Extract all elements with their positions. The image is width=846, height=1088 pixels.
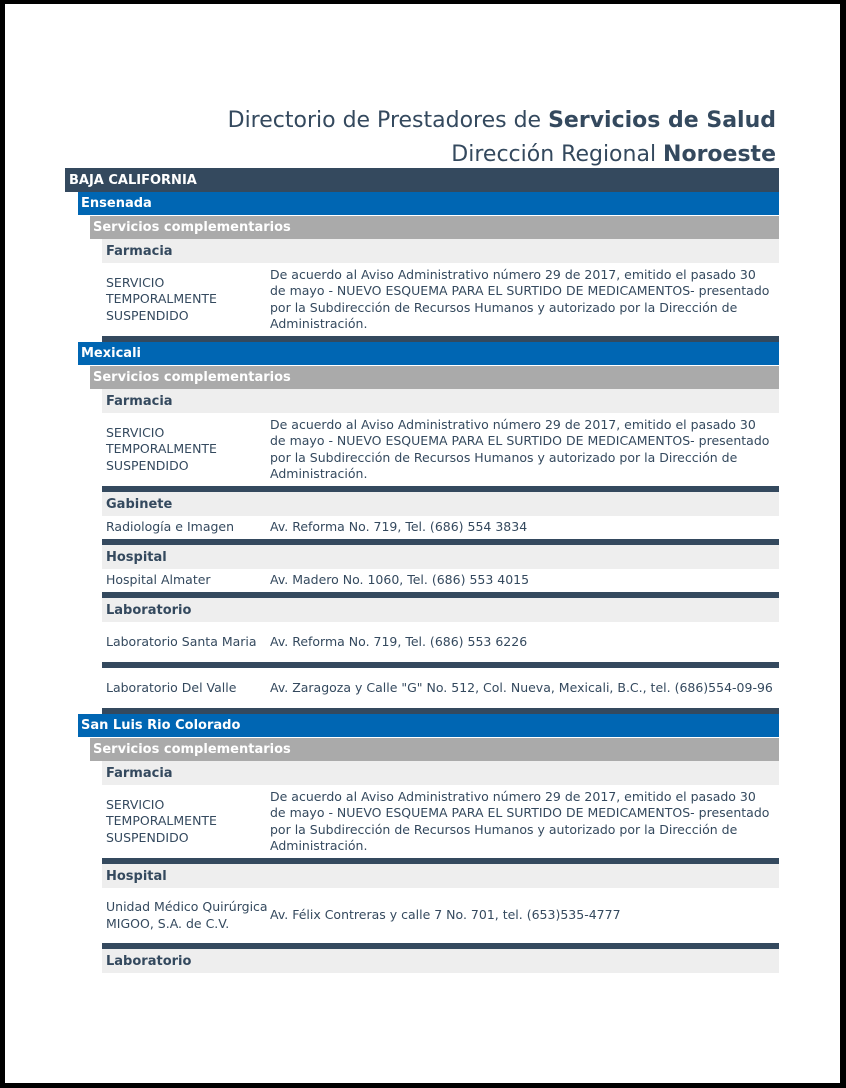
city-header: Ensenada: [78, 192, 779, 215]
list-item: [102, 569, 779, 592]
title-bold: Servicios de Salud: [548, 108, 776, 133]
title-prefix: Directorio de Prestadores de: [227, 108, 549, 133]
provider-details: Av. Madero No. 1060, Tel. (686) 553 4015: [270, 572, 530, 588]
provider-name: SERVICIO TEMPORALMENTE SUSPENDIDO: [106, 796, 217, 845]
title-line-2: [228, 138, 776, 172]
provider-name: Laboratorio Del Valle: [106, 679, 237, 695]
list-item: [102, 668, 779, 708]
category-header: Farmacia: [102, 239, 779, 263]
provider-name: Unidad Médico Quirúrgica MIGOO, S.A. de C.V.: [106, 899, 268, 931]
provider-name: Hospital Almater: [106, 572, 211, 588]
provider-details: Av. Reforma No. 719, Tel. (686) 553 6226: [270, 633, 528, 649]
section-header: Servicios complementarios: [90, 738, 779, 761]
category-header: Gabinete: [102, 492, 779, 516]
section-header: Servicios complementarios: [90, 366, 779, 389]
list-item: [102, 888, 779, 943]
provider-details: Av. Reforma No. 719, Tel. (686) 554 3834: [270, 519, 528, 535]
list-item: [102, 516, 779, 539]
provider-name: Radiología e Imagen: [106, 519, 235, 535]
provider-name: SERVICIO TEMPORALMENTE SUSPENDIDO: [106, 274, 217, 323]
city-header: San Luis Rio Colorado: [78, 714, 779, 737]
page-title: [228, 104, 776, 172]
category-header: Laboratorio: [102, 598, 779, 622]
list-item: [102, 413, 779, 486]
provider-details: De acuerdo al Aviso Administrativo número 29 de 2017, emitido el pasado 30 de mayo - NUEVO ESQUEMA PARA EL SURTIDO DE MEDICAMENTOS- presentado por la Subdirección de Recursos Humanos y autorizado por la Dirección de Administración.: [270, 788, 770, 853]
provider-name: Laboratorio Santa Maria: [106, 633, 257, 649]
subtitle-bold: Noroeste: [663, 142, 776, 167]
category-header: Farmacia: [102, 761, 779, 785]
provider-details: De acuerdo al Aviso Administrativo número 29 de 2017, emitido el pasado 30 de mayo - NUEVO ESQUEMA PARA EL SURTIDO DE MEDICAMENTOS- presentado por la Subdirección de Recursos Humanos y autorizado por la Dirección de Administración.: [270, 266, 770, 331]
category-header: Farmacia: [102, 389, 779, 413]
provider-details: Av. Félix Contreras y calle 7 No. 701, tel. (653)535-4777: [270, 907, 621, 923]
provider-details: De acuerdo al Aviso Administrativo número 29 de 2017, emitido el pasado 30 de mayo - NUEVO ESQUEMA PARA EL SURTIDO DE MEDICAMENTOS- presentado por la Subdirección de Recursos Humanos y autorizado por la Dirección de Administración.: [270, 416, 770, 481]
category-header: Hospital: [102, 864, 779, 888]
subtitle-prefix: Dirección Regional: [451, 142, 664, 167]
city-header: Mexicali: [78, 342, 779, 365]
list-item: [102, 263, 779, 336]
document-page: [5, 4, 840, 1083]
directory: [65, 168, 779, 973]
list-item: [102, 622, 779, 662]
provider-name: SERVICIO TEMPORALMENTE SUSPENDIDO: [106, 424, 217, 473]
category-header: Laboratorio: [102, 949, 779, 973]
state-header: BAJA CALIFORNIA: [65, 168, 779, 192]
title-line-1: [228, 104, 776, 138]
category-header: Hospital: [102, 545, 779, 569]
provider-details: Av. Zaragoza y Calle "G" No. 512, Col. Nueva, Mexicali, B.C., tel. (686)554-09-96: [270, 679, 773, 695]
list-item: [102, 785, 779, 858]
section-header: Servicios complementarios: [90, 216, 779, 239]
